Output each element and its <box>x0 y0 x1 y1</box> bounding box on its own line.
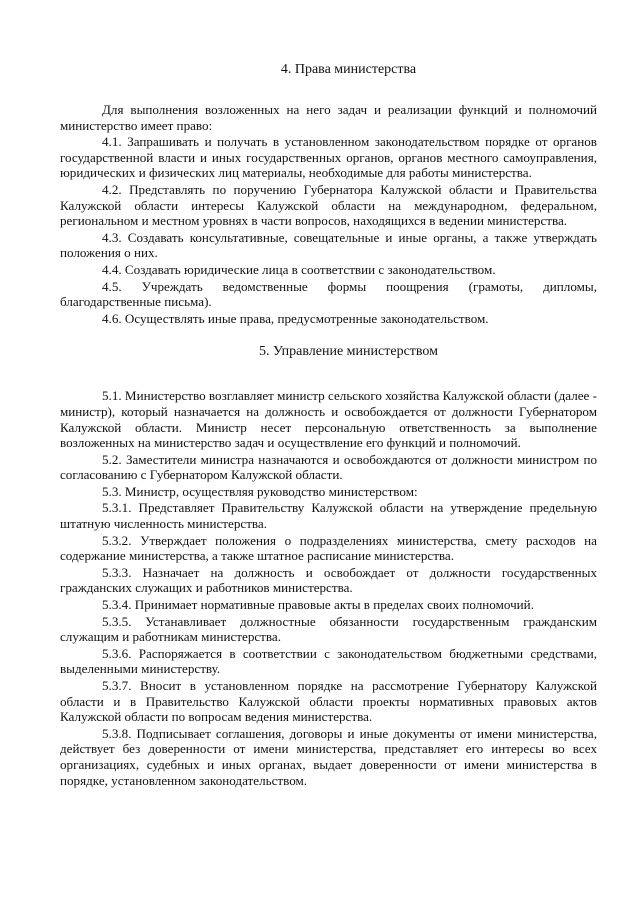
section-4-intro: Для выполнения возложенных на него задач и реализации функций и полномочий министерство имеет право: <box>60 102 597 133</box>
paragraph-5-3-5: 5.3.5. Устанавливает должностные обязанности государственным гражданским служащим и работникам министерства. <box>60 613 597 645</box>
section-4-title: 4. Права министерства <box>280 62 417 77</box>
paragraph-4-2: 4.2. Представлять по поручению Губернатора Калужской области и Правительства Калужской области интересы Калужской области на международном, федеральном, региональном и местном уровнях в части вопросов, находящихся в ведении министерства. <box>60 181 597 229</box>
paragraph-5-3-6: 5.3.6. Распоряжается в соответствии с законодательством бюджетными средствами, выделенными министерству. <box>60 645 597 677</box>
paragraph-5-3-3: 5.3.3. Назначает на должность и освобождает от должности государственных гражданских служащих и работников министерства. <box>60 564 597 596</box>
paragraph-5-3-4: 5.3.4. Принимает нормативные правовые акты в пределах своих полномочий. <box>102 597 534 613</box>
paragraph-5-3-7: 5.3.7. Вносит в установленном порядке на рассмотрение Губернатору Калужской области и в Правительство Калужской области проекты нормативных правовых актов Калужской области по вопросам ведения министерства. <box>60 678 597 725</box>
section-5-title: 5. Управление министерством <box>258 344 439 360</box>
paragraph-5-1: 5.1. Министерство возглавляет министр сельского хозяйства Калужской области (далее - министр), который назначается на должность и освобождается от должности Губернатором Калужской области. Министр несет персональную ответственность за выполнение возложенных на министерство задач и осуществление его функций и полномочий. <box>60 388 597 451</box>
paragraph-5-2: 5.2. Заместители министра назначаются и освобождаются от должности министром по согласованию с Губернатором Калужской области. <box>60 451 597 483</box>
paragraph-4-4: 4.4. Создавать юридические лица в соответствии с законодательством. <box>102 261 496 277</box>
paragraph-4-6: 4.6. Осуществлять иные права, предусмотренные законодательством. <box>102 310 489 326</box>
paragraph-4-1: 4.1. Запрашивать и получать в установленном законодательством порядке от органов государственной власти и иных государственных органов, органов местного самоуправления, юридических и физических лиц материалы, необходимые для работы министерства. <box>60 134 597 181</box>
paragraph-4-3: 4.3. Создавать консультативные, совещательные и иные органы, а также утверждать положения о них. <box>60 229 597 261</box>
paragraph-5-3: 5.3. Министр, осуществляя руководство министерством: <box>102 483 418 499</box>
paragraph-5-3-1: 5.3.1. Представляет Правительству Калужской области на утверждение предельную штатную численность министерства. <box>60 500 597 532</box>
paragraph-4-5: 4.5. Учреждать ведомственные формы поощрения (грамоты, дипломы, благодарственные письма). <box>60 278 597 310</box>
paragraph-5-3-2: 5.3.2. Утверждает положения о подразделениях министерства, смету расходов на содержание министерства, а также штатное расписание министерства. <box>60 532 597 564</box>
paragraph-5-3-8: 5.3.8. Подписывает соглашения, договоры и иные документы от имени министерства, действует без доверенности от имени министерства, представляет его интересы во всех организациях, судебных и иных органах, выдает доверенности от имени министерства в порядке, установленном законодательством. <box>60 725 597 788</box>
